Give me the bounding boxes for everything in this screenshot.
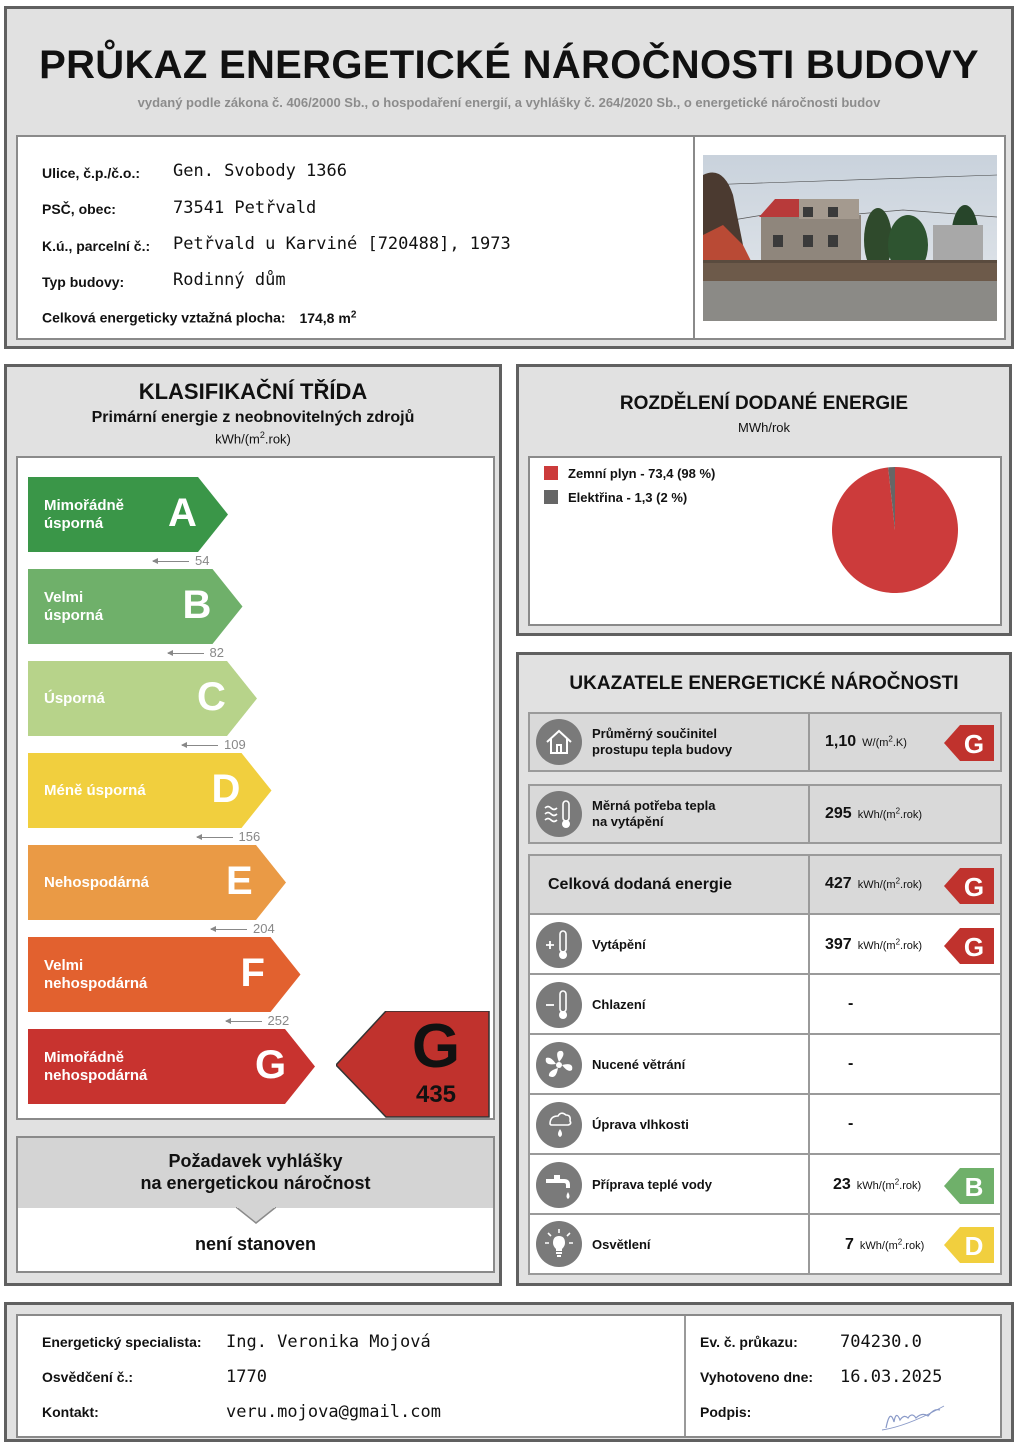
class-band-letter: F xyxy=(240,951,265,995)
legend-swatch-gas xyxy=(544,466,558,480)
distribution-title: ROZDĚLENÍ DODANÉ ENERGIE xyxy=(619,393,909,414)
svg-text:D: D xyxy=(964,1231,984,1261)
faucet-icon xyxy=(536,1162,582,1208)
page-subtitle: vydaný podle zákona č. 406/2000 Sb., o hospodaření energií, a vyhlášky č. 264/2020 Sb., o energetické náročnosti budov xyxy=(137,95,881,110)
indicator-lighting-value: 7 kWh/$(m^2.rok)$ xyxy=(845,1236,925,1253)
indicator-ventilation-value: - xyxy=(848,1055,854,1072)
header-section xyxy=(4,6,1014,349)
class-band-letter: G xyxy=(255,1043,287,1087)
class-band-label: Úsporná xyxy=(44,690,105,707)
light-bulb-icon xyxy=(536,1221,582,1267)
class-band-letter: E xyxy=(226,859,253,903)
building-info xyxy=(16,135,696,340)
indicator-humidity-value: - xyxy=(848,1115,854,1132)
indicator-ventilation-label: Nucené větrání xyxy=(592,1057,686,1072)
indicator-hot-water-value: 23 kWh/$(m^2.rok)$ xyxy=(833,1176,922,1193)
indicator-u-row xyxy=(528,712,1002,772)
indicators-section xyxy=(516,652,1012,1286)
indicator-total-row xyxy=(530,856,1000,915)
class-band-letter: B xyxy=(182,583,212,627)
requirement-pointer xyxy=(236,1207,276,1225)
svg-text:G: G xyxy=(963,872,985,902)
specialist-label: Energetický specialista: xyxy=(42,1334,202,1350)
indicator-cooling-value: - xyxy=(848,995,854,1012)
class-band-label: Nehospodárná xyxy=(44,874,150,891)
building-photo xyxy=(703,155,997,321)
class-threshold: 252 xyxy=(226,1013,290,1028)
indicator-lighting-row xyxy=(530,1215,1000,1273)
indicator-heat-need-label: Měrná potřeba tepla na vytápění xyxy=(592,798,716,829)
legend-item-electricity: Elektřina - 1,3 (2 %) xyxy=(544,490,687,505)
indicator-cooling-label: Chlazení xyxy=(592,997,646,1012)
class-band-d xyxy=(28,753,272,828)
indicator-heat-need-row xyxy=(528,784,1002,844)
class-band-label: Méně úsporná xyxy=(44,782,146,799)
specialist-value: Ing. Veronika Mojová xyxy=(226,1332,431,1352)
thermometer-waves-icon xyxy=(536,791,582,837)
indicator-heating-label: Vytápění xyxy=(592,937,646,952)
indicator-heating-badge xyxy=(944,928,994,964)
indicator-heating-row xyxy=(530,915,1000,975)
contact-value: veru.mojova@gmail.com xyxy=(226,1402,441,1422)
classification-section xyxy=(4,364,502,1286)
distribution-section xyxy=(516,364,1012,636)
class-band-letter: D xyxy=(211,767,241,811)
cert-label: Osvědčení č.: xyxy=(42,1369,134,1385)
classification-subtitle: Primární energie z neobnovitelných zdrojů xyxy=(91,409,415,426)
class-threshold: 204 xyxy=(211,921,275,936)
zip-label: PSČ, obec: xyxy=(42,201,116,217)
class-threshold: 109 xyxy=(182,737,246,752)
distribution-unit: MWh/rok xyxy=(738,420,790,435)
indicator-lighting-badge xyxy=(944,1227,994,1263)
class-band-label: Velmi úsporná xyxy=(44,589,104,624)
class-band-letter: C xyxy=(197,675,226,719)
indicator-ventilation-row xyxy=(530,1035,1000,1095)
energy-scale xyxy=(16,456,495,1120)
street-label: Ulice, č.p./č.o.: xyxy=(42,165,141,181)
requirement-title-2: na energetickou náročnost xyxy=(140,1173,371,1193)
ev-value: 704230.0 xyxy=(840,1332,922,1352)
requirement-box xyxy=(16,1136,495,1273)
contact-label: Kontakt: xyxy=(42,1404,99,1420)
indicator-humidity-row xyxy=(530,1095,1000,1155)
class-band-label: Velmi nehospodárná xyxy=(44,957,148,992)
class-band-letter: A xyxy=(168,491,197,535)
indicator-total-label: Celková dodaná energie xyxy=(548,876,733,893)
house-icon xyxy=(536,719,582,765)
indicator-hot-water-row xyxy=(530,1155,1000,1215)
class-band-label: Mimořádně úsporná xyxy=(44,497,125,532)
indicator-cooling-row xyxy=(530,975,1000,1035)
indicator-u-value: 1,10 $W/(m^2.K)$ xyxy=(825,733,907,750)
class-band-c xyxy=(28,661,257,736)
type-label: Typ budovy: xyxy=(42,274,125,290)
area-label: Celková energeticky vztažná plocha: xyxy=(42,309,286,326)
page-title: PRŮKAZ ENERGETICKÉ NÁROČNOSTI BUDOVY xyxy=(39,43,979,87)
distribution-chart xyxy=(528,456,1002,626)
date-label: Vyhotoveno dne: xyxy=(700,1369,814,1385)
footer-inner xyxy=(16,1314,1002,1438)
sign-label: Podpis: xyxy=(700,1404,752,1420)
ev-label: Ev. č. průkazu: xyxy=(700,1334,798,1350)
class-result-marker xyxy=(336,1011,491,1119)
requirement-value: není stanoven xyxy=(194,1234,317,1254)
heating-thermometer-icon xyxy=(536,922,582,968)
area-value: 174,8 $m^2$ xyxy=(299,309,357,326)
indicator-heating-value: 397 kWh/$(m^2.rok)$ xyxy=(825,936,923,953)
class-result-letter: G xyxy=(411,1012,461,1081)
indicator-u-badge xyxy=(944,725,994,761)
class-band-g xyxy=(28,1029,315,1104)
humidity-icon xyxy=(536,1102,582,1148)
indicator-total-badge xyxy=(944,868,994,904)
type-value: Rodinný dům xyxy=(173,270,286,290)
indicator-hot-water-badge xyxy=(944,1168,994,1204)
cadastre-value: Petřvald u Karviné [720488], 1973 xyxy=(173,234,511,254)
footer-divider xyxy=(684,1316,686,1436)
class-band-b xyxy=(28,569,243,644)
indicator-total-value: 427 kWh/$(m^2.rok)$ xyxy=(825,875,923,892)
indicator-table xyxy=(528,854,1002,1275)
class-threshold: 82 xyxy=(168,645,224,660)
legend-item-gas: Zemní plyn - 73,4 (98 %) xyxy=(544,466,715,481)
indicator-lighting-label: Osvětlení xyxy=(592,1237,651,1252)
signature xyxy=(878,1398,948,1434)
svg-text:G: G xyxy=(963,932,985,962)
indicator-humidity-label: Úprava vlhkosti xyxy=(592,1117,689,1132)
footer-section xyxy=(4,1302,1014,1442)
fan-icon xyxy=(536,1042,582,1088)
date-value: 16.03.2025 xyxy=(840,1367,943,1387)
svg-text:B: B xyxy=(964,1172,984,1202)
indicator-heat-need-value: 295 kWh/$(m^2.rok)$ xyxy=(825,805,923,822)
class-band-e xyxy=(28,845,286,920)
class-band-label: Mimořádně nehospodárná xyxy=(44,1049,148,1084)
cert-value: 1770 xyxy=(226,1367,267,1387)
indicator-hot-water-label: Příprava teplé vody xyxy=(592,1177,712,1192)
svg-text:G: G xyxy=(963,729,985,759)
area-row xyxy=(42,309,356,326)
cooling-thermometer-icon xyxy=(536,982,582,1028)
indicators-title: UKAZATELE ENERGETICKÉ NÁROČNOSTI xyxy=(569,673,959,694)
class-band-a xyxy=(28,477,228,552)
street-value: Gen. Svobody 1366 xyxy=(173,161,347,181)
cadastre-label: K.ú., parcelní č.: xyxy=(42,238,151,254)
class-threshold: 54 xyxy=(153,553,209,568)
class-result-value: 435 xyxy=(415,1081,457,1108)
indicator-u-label: Průměrný součinitel prostupu tepla budovy xyxy=(592,726,733,757)
class-threshold: 156 xyxy=(197,829,261,844)
building-photo-frame xyxy=(693,135,1006,340)
zip-value: 73541 Petřvald xyxy=(173,198,317,218)
legend-swatch-electricity xyxy=(544,490,558,504)
classification-unit: kWh/$(m^2.rok)$ xyxy=(215,430,291,447)
pie-chart xyxy=(830,465,960,595)
requirement-header xyxy=(18,1138,493,1208)
classification-title: KLASIFIKAČNÍ TŘÍDA xyxy=(138,379,368,404)
requirement-title-1: Požadavek vyhlášky xyxy=(168,1151,343,1171)
class-band-f xyxy=(28,937,301,1012)
